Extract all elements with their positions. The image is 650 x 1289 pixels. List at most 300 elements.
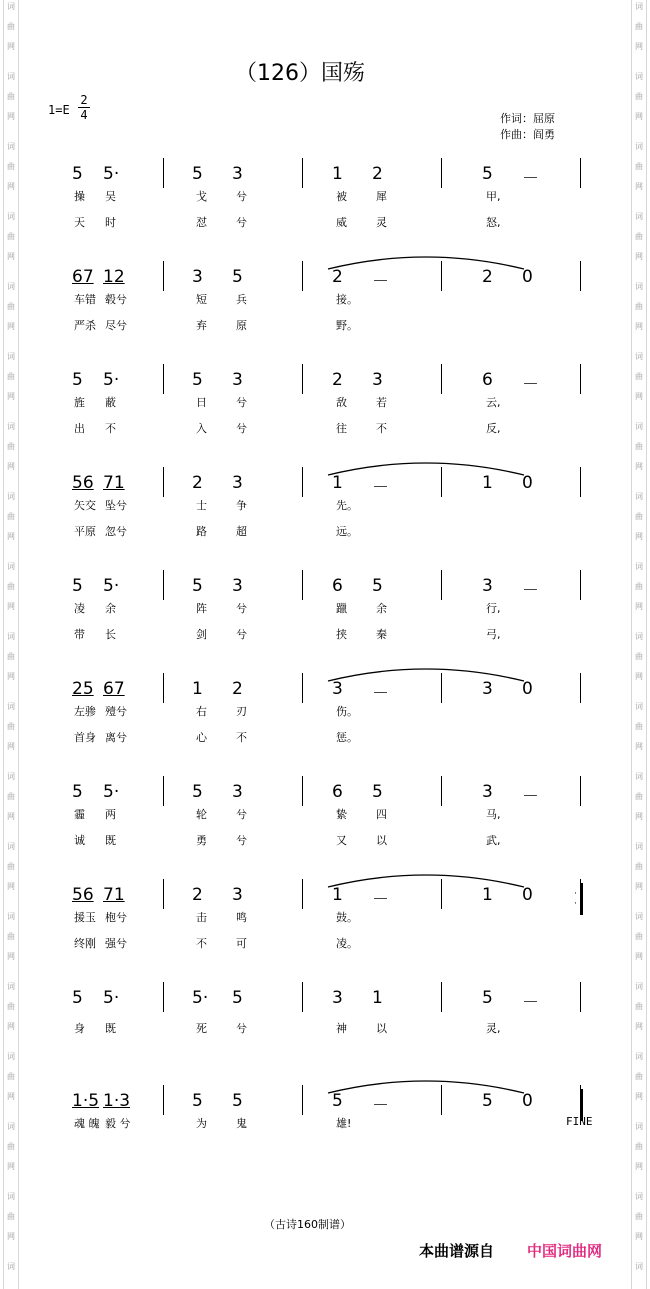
bar-line	[302, 673, 303, 703]
watermark-glyph: 网	[635, 812, 643, 821]
lyric-line2-syllable: 又	[336, 834, 347, 847]
note: 5	[372, 576, 383, 596]
watermark-glyph: 词	[7, 562, 15, 571]
lyric-line1-syllable: 击	[196, 911, 207, 924]
score-row	[0, 570, 650, 670]
lyric-line2-syllable: 严杀	[74, 319, 96, 332]
score-row	[0, 158, 650, 258]
bar-line	[302, 1085, 303, 1115]
watermark-glyph: 曲	[635, 1002, 643, 1011]
lyric-line2-syllable: 可	[236, 937, 247, 950]
lyric-line1-syllable: 吴	[105, 190, 116, 203]
lyric-line2-syllable: 灵	[376, 216, 387, 229]
watermark-glyph: 曲	[635, 232, 643, 241]
score-row	[0, 364, 650, 464]
watermark-glyph: 曲	[7, 1072, 15, 1081]
bar-line	[163, 158, 164, 188]
watermark-glyph: 网	[7, 952, 15, 961]
watermark-glyph: 网	[635, 602, 643, 611]
watermark-glyph: 曲	[635, 512, 643, 521]
note: 5	[192, 1091, 203, 1111]
watermark-glyph: 词	[7, 1262, 15, 1271]
watermark-glyph: 曲	[635, 792, 643, 801]
note: 25	[72, 679, 94, 699]
bar-line	[163, 1085, 164, 1115]
watermark-glyph: 曲	[635, 1212, 643, 1221]
watermark-glyph: 词	[635, 212, 643, 221]
watermark-glyph: 词	[635, 1052, 643, 1061]
watermark-glyph: 曲	[7, 22, 15, 31]
watermark-glyph: 词	[7, 982, 15, 991]
lyric-line2-syllable: 远。	[336, 525, 358, 538]
watermark-glyph: 曲	[635, 862, 643, 871]
lyric-line1-syllable: 身	[74, 1022, 85, 1035]
watermark-glyph: 网	[7, 602, 15, 611]
lyric-line2-syllable: 终刚	[74, 937, 96, 950]
lyric-line2-syllable: 超	[236, 525, 247, 538]
tie-arc	[326, 457, 526, 477]
lyric-line1-syllable: 车错	[74, 293, 96, 306]
watermark-glyph: 词	[635, 282, 643, 291]
watermark-glyph: 词	[7, 422, 15, 431]
watermark-glyph: 词	[7, 1052, 15, 1061]
lyric-line2-syllable: 不	[376, 422, 387, 435]
note: 2	[332, 267, 343, 287]
watermark-glyph: 词	[7, 1122, 15, 1131]
note: 5	[192, 370, 203, 390]
lyric-line2-syllable: 诚	[74, 834, 85, 847]
bar-line	[302, 570, 303, 600]
lyric-line1-syllable: 兮	[236, 602, 247, 615]
lyric-line2-syllable: 怒,	[486, 216, 501, 229]
note: 5	[192, 782, 203, 802]
note: 3	[232, 370, 243, 390]
note: －	[522, 993, 539, 1013]
watermark-glyph: 网	[7, 532, 15, 541]
bar-line	[302, 467, 303, 497]
watermark-glyph: 词	[7, 212, 15, 221]
lyric-line2-syllable: 反,	[486, 422, 501, 435]
note: 0	[522, 473, 533, 493]
note: 1	[332, 885, 343, 905]
note: 6	[332, 782, 343, 802]
note: 5·	[103, 576, 120, 596]
watermark-glyph: 词	[7, 772, 15, 781]
note: 3	[232, 576, 243, 596]
lyric-line1-syllable: 魂 魄	[74, 1117, 100, 1130]
watermark-glyph: 网	[635, 952, 643, 961]
note: 3	[482, 782, 493, 802]
watermark-glyph: 词	[635, 1122, 643, 1131]
lyric-line1-syllable: 援玉	[74, 911, 96, 924]
note: 2	[482, 267, 493, 287]
note: 6	[332, 576, 343, 596]
watermark-glyph: 曲	[7, 1212, 15, 1221]
lyric-line1-syllable: 絷	[336, 808, 347, 821]
watermark-glyph: 曲	[635, 932, 643, 941]
lyric-line1-syllable: 旌	[74, 396, 85, 409]
note: 1	[192, 679, 203, 699]
lyric-line2-syllable: 尽兮	[105, 319, 127, 332]
lyric-line2-syllable: 惩。	[336, 731, 358, 744]
note: 3	[232, 473, 243, 493]
lyric-line1-syllable: 矢交	[74, 499, 96, 512]
lyric-line2-syllable: 威	[336, 216, 347, 229]
bar-line	[163, 982, 164, 1012]
lyric-line1-syllable: 左骖	[74, 705, 96, 718]
note: －	[522, 581, 539, 601]
watermark-glyph: 词	[635, 702, 643, 711]
lyric-line1-syllable: 阵	[196, 602, 207, 615]
lyric-line1-syllable: 毅 兮	[105, 1117, 131, 1130]
lyric-line1-syllable: 接。	[336, 293, 358, 306]
lyric-line1-syllable: 兮	[236, 1022, 247, 1035]
note: 5	[482, 1091, 493, 1111]
bar-line	[441, 158, 442, 188]
lyric-line2-syllable: 武,	[486, 834, 501, 847]
page-title: （126）国殇	[235, 61, 365, 86]
bar-line	[441, 776, 442, 806]
watermark-glyph: 网	[635, 672, 643, 681]
lyric-line1-syllable: 争	[236, 499, 247, 512]
lyricist-credit: 作词：屈原	[500, 112, 555, 125]
lyric-line2-syllable: 路	[196, 525, 207, 538]
note: 5	[72, 988, 83, 1008]
watermark-glyph: 网	[7, 322, 15, 331]
bar-line	[163, 261, 164, 291]
arranger-credit: （古诗160制谱）	[264, 1218, 351, 1231]
lyric-line2-syllable: 心	[196, 731, 207, 744]
tie-arc	[326, 663, 526, 683]
lyric-line1-syllable: 犀	[376, 190, 387, 203]
watermark-glyph: 网	[7, 672, 15, 681]
watermark-glyph: 曲	[7, 862, 15, 871]
note: 1·3	[103, 1091, 131, 1111]
watermark-glyph: 词	[635, 632, 643, 641]
note: 5	[72, 370, 83, 390]
watermark-glyph: 网	[635, 1022, 643, 1031]
tie-arc	[326, 251, 526, 271]
note: 56	[72, 885, 94, 905]
bar-line	[441, 364, 442, 394]
lyric-line1-syllable: 甲,	[486, 190, 501, 203]
note: 1	[332, 473, 343, 493]
watermark-glyph: 词	[7, 842, 15, 851]
lyric-line2-syllable: 平原	[74, 525, 96, 538]
lyric-line2-syllable: 忽兮	[105, 525, 127, 538]
note: －	[372, 272, 389, 292]
bar-line	[580, 570, 581, 600]
watermark-glyph: 网	[635, 532, 643, 541]
watermark-glyph: 词	[7, 702, 15, 711]
lyric-line2-syllable: 兮	[236, 834, 247, 847]
lyric-line1-syllable: 鬼	[236, 1117, 247, 1130]
score-row	[0, 673, 650, 773]
note: 5	[192, 164, 203, 184]
watermark-glyph: 网	[7, 112, 15, 121]
score-row	[0, 982, 650, 1082]
watermark-glyph: 网	[635, 252, 643, 261]
bar-line	[302, 776, 303, 806]
note: 56	[72, 473, 94, 493]
note: －	[522, 787, 539, 807]
lyric-line1-syllable: 鸣	[236, 911, 247, 924]
lyric-line2-syllable: 剑	[196, 628, 207, 641]
watermark-glyph: 网	[7, 742, 15, 751]
bar-line	[163, 776, 164, 806]
watermark-glyph: 词	[635, 1262, 643, 1271]
note: 5	[232, 988, 243, 1008]
watermark-glyph: 词	[635, 352, 643, 361]
watermark-glyph: 曲	[635, 302, 643, 311]
lyric-line1-syllable: 凌	[74, 602, 85, 615]
watermark-glyph: 曲	[7, 1002, 15, 1011]
note: 2	[232, 679, 243, 699]
lyric-line2-syllable: 兮	[236, 628, 247, 641]
lyric-line1-syllable: 右	[196, 705, 207, 718]
site-name: 中国词曲网	[527, 1242, 603, 1260]
watermark-glyph: 词	[7, 912, 15, 921]
lyric-line2-syllable: 天	[74, 216, 85, 229]
lyric-line1-syllable: 戈	[196, 190, 207, 203]
note: 3	[232, 782, 243, 802]
bar-line	[441, 570, 442, 600]
watermark-glyph: 曲	[7, 302, 15, 311]
watermark-glyph: 网	[635, 1092, 643, 1101]
lyric-line1-syllable: 兵	[236, 293, 247, 306]
watermark-glyph: 曲	[7, 512, 15, 521]
watermark-glyph: 词	[635, 912, 643, 921]
watermark-glyph: 网	[7, 1092, 15, 1101]
note: －	[372, 478, 389, 498]
lyric-line2-syllable: 不	[196, 937, 207, 950]
watermark-glyph: 网	[635, 462, 643, 471]
note: 5	[232, 267, 243, 287]
watermark-glyph: 网	[7, 882, 15, 891]
score-row	[0, 467, 650, 567]
watermark-glyph: 曲	[7, 792, 15, 801]
tie-arc	[326, 1075, 526, 1095]
watermark-glyph: 词	[635, 562, 643, 571]
note: 1	[482, 473, 493, 493]
bar-line	[163, 570, 164, 600]
watermark-glyph: 词	[7, 142, 15, 151]
lyric-line2-syllable: 带	[74, 628, 85, 641]
bar-line	[580, 467, 581, 497]
watermark-glyph: 词	[7, 1192, 15, 1201]
lyric-line1-syllable: 两	[105, 808, 116, 821]
repeat-dots: · ·	[574, 889, 577, 909]
note: 3	[332, 679, 343, 699]
watermark-glyph: 网	[7, 1022, 15, 1031]
watermark-glyph: 曲	[7, 582, 15, 591]
tie-arc	[326, 869, 526, 889]
lyric-line1-syllable: 日	[196, 396, 207, 409]
note: 5·	[192, 988, 209, 1008]
time-signature-denominator: 4	[78, 107, 90, 122]
note: 3	[332, 988, 343, 1008]
note: 6	[482, 370, 493, 390]
watermark-glyph: 网	[635, 322, 643, 331]
note: 5	[192, 576, 203, 596]
bar-line	[163, 673, 164, 703]
lyric-line2-syllable: 兮	[236, 422, 247, 435]
watermark-glyph: 曲	[635, 372, 643, 381]
watermark-glyph: 网	[635, 882, 643, 891]
lyric-line1-syllable: 兮	[236, 808, 247, 821]
score-row	[0, 261, 650, 361]
bar-line	[163, 467, 164, 497]
bar-line	[302, 261, 303, 291]
fine-label: FINE	[566, 1115, 593, 1128]
watermark-glyph: 网	[7, 42, 15, 51]
lyric-line1-syllable: 先。	[336, 499, 358, 512]
bar-line	[580, 158, 581, 188]
note: 0	[522, 1091, 533, 1111]
note: 0	[522, 267, 533, 287]
lyric-line1-syllable: 蔽	[105, 396, 116, 409]
watermark-glyph: 曲	[7, 372, 15, 381]
note: 2	[192, 885, 203, 905]
lyric-line2-syllable: 弓,	[486, 628, 501, 641]
lyric-line2-syllable: 勇	[196, 834, 207, 847]
watermark-glyph: 词	[7, 632, 15, 641]
lyric-line1-syllable: 兮	[236, 190, 247, 203]
time-signature-numerator: 2	[80, 93, 88, 107]
note: －	[522, 375, 539, 395]
repeat-end-barline	[580, 883, 583, 915]
note: 2	[372, 164, 383, 184]
lyric-line1-syllable: 云,	[486, 396, 501, 409]
note: 5·	[103, 782, 120, 802]
watermark-glyph: 词	[635, 842, 643, 851]
note: 3	[482, 679, 493, 699]
watermark-glyph: 网	[635, 392, 643, 401]
lyric-line1-syllable: 灵,	[486, 1022, 501, 1035]
note: 1	[482, 885, 493, 905]
lyric-line2-syllable: 时	[105, 216, 116, 229]
note: 5	[482, 164, 493, 184]
note: 1	[372, 988, 383, 1008]
note: 71	[103, 885, 125, 905]
note: 3	[372, 370, 383, 390]
lyric-line2-syllable: 挟	[336, 628, 347, 641]
lyric-line2-syllable: 凌。	[336, 937, 358, 950]
watermark-glyph: 曲	[7, 92, 15, 101]
lyric-line1-syllable: 被	[336, 190, 347, 203]
note: 3	[232, 164, 243, 184]
note: 5	[232, 1091, 243, 1111]
watermark-glyph: 曲	[7, 722, 15, 731]
watermark-glyph: 网	[7, 182, 15, 191]
lyric-line2-syllable: 怼	[196, 216, 207, 229]
lyric-line2-syllable: 弃	[196, 319, 207, 332]
watermark-glyph: 曲	[635, 22, 643, 31]
note: 3	[192, 267, 203, 287]
note: 5·	[103, 988, 120, 1008]
watermark-glyph: 词	[635, 142, 643, 151]
watermark-glyph: 网	[7, 392, 15, 401]
watermark-glyph: 曲	[7, 652, 15, 661]
bar-line	[580, 261, 581, 291]
lyric-line1-syllable: 马,	[486, 808, 501, 821]
note: 12	[103, 267, 125, 287]
bar-line	[580, 673, 581, 703]
lyric-line1-syllable: 轮	[196, 808, 207, 821]
lyric-line2-syllable: 出	[74, 422, 85, 435]
watermark-glyph: 词	[7, 352, 15, 361]
watermark-glyph: 词	[7, 282, 15, 291]
lyric-line2-syllable: 以	[376, 834, 387, 847]
lyric-line1-syllable: 操	[74, 190, 85, 203]
lyric-line1-syllable: 雄!	[336, 1117, 352, 1130]
watermark-glyph: 词	[635, 72, 643, 81]
watermark-glyph: 词	[7, 2, 15, 11]
note: 5	[372, 782, 383, 802]
time-signature	[78, 93, 90, 122]
bar-line	[302, 879, 303, 909]
lyric-line1-syllable: 躐	[336, 602, 347, 615]
bar-line	[163, 879, 164, 909]
lyric-line1-syllable: 士	[196, 499, 207, 512]
watermark-glyph: 曲	[635, 722, 643, 731]
watermark-glyph: 网	[635, 42, 643, 51]
note: 67	[72, 267, 94, 287]
watermark-glyph: 曲	[635, 1142, 643, 1151]
lyric-line1-syllable: 余	[105, 602, 116, 615]
lyric-line1-syllable: 以	[376, 1022, 387, 1035]
lyric-line1-syllable: 殪兮	[105, 705, 127, 718]
watermark-glyph: 词	[635, 1192, 643, 1201]
lyric-line1-syllable: 刃	[236, 705, 247, 718]
watermark-glyph: 曲	[7, 232, 15, 241]
watermark-glyph: 词	[7, 492, 15, 501]
lyric-line1-syllable: 行,	[486, 602, 501, 615]
note: －	[372, 1096, 389, 1116]
bar-line	[302, 364, 303, 394]
bar-line	[302, 158, 303, 188]
note: 1·5	[72, 1091, 100, 1111]
lyric-line1-syllable: 鼓。	[336, 911, 358, 924]
note: 5	[332, 1091, 343, 1111]
lyric-line2-syllable: 入	[196, 422, 207, 435]
watermark-glyph: 曲	[635, 162, 643, 171]
watermark-glyph: 词	[635, 422, 643, 431]
watermark-glyph: 曲	[7, 162, 15, 171]
bar-line	[580, 776, 581, 806]
composer-credit: 作曲：阎勇	[500, 128, 555, 141]
bar-line	[580, 364, 581, 394]
watermark-glyph: 网	[7, 1232, 15, 1241]
lyric-line1-syllable: 余	[376, 602, 387, 615]
bar-line	[580, 982, 581, 1012]
note: －	[372, 890, 389, 910]
note: 3	[482, 576, 493, 596]
score-row	[0, 1085, 650, 1185]
bar-line	[302, 982, 303, 1012]
watermark-glyph: 词	[7, 72, 15, 81]
lyric-line1-syllable: 枹兮	[105, 911, 127, 924]
note: 71	[103, 473, 125, 493]
watermark-glyph: 曲	[7, 932, 15, 941]
score-row	[0, 879, 650, 979]
lyric-line2-syllable: 兮	[236, 216, 247, 229]
lyric-line1-syllable: 短	[196, 293, 207, 306]
watermark-glyph: 网	[635, 1162, 643, 1171]
lyric-line1-syllable: 坠兮	[105, 499, 127, 512]
lyric-line1-syllable: 四	[376, 808, 387, 821]
watermark-glyph: 词	[635, 492, 643, 501]
